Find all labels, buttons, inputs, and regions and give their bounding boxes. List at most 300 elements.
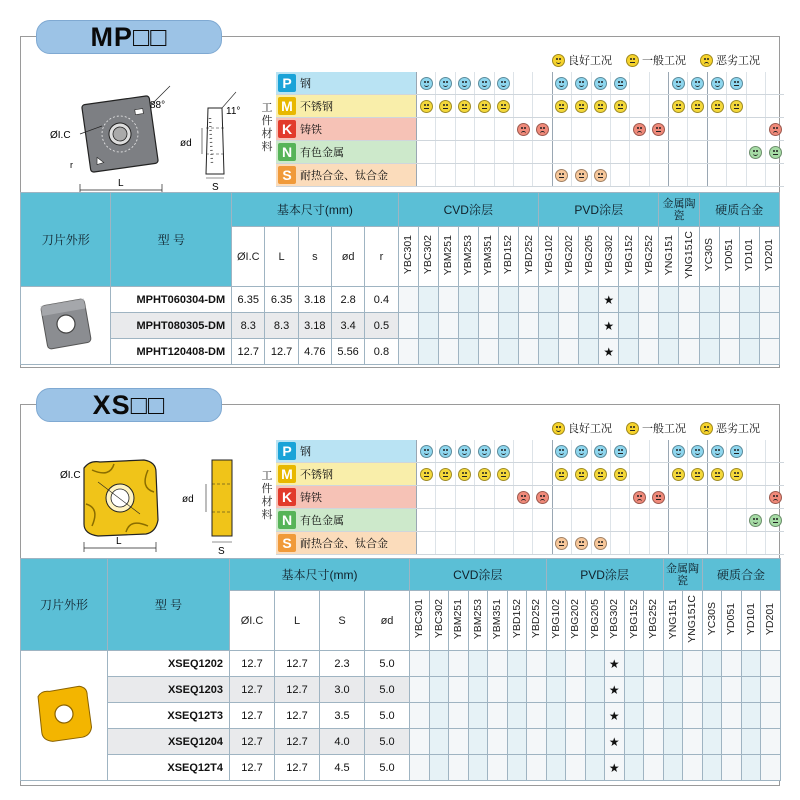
mp-relief-label: 11°	[226, 106, 241, 117]
grade-cell	[624, 729, 644, 755]
matrix-cell	[591, 486, 610, 508]
grade-header	[702, 591, 722, 651]
average-face-icon	[420, 468, 433, 481]
grade-cell	[527, 651, 547, 677]
mp-s-label: S	[212, 182, 219, 193]
matrix-cell	[746, 95, 765, 117]
matrix-cell	[687, 486, 706, 508]
header-shape: 刀片外形	[21, 193, 111, 287]
grade-cell	[539, 339, 559, 365]
grade-header	[761, 591, 781, 651]
material-row-M	[276, 463, 784, 486]
table-row	[21, 703, 781, 729]
matrix-cell	[494, 118, 513, 140]
dim-cell: 5.0	[365, 755, 410, 781]
material-name: 有色金属	[300, 515, 344, 527]
grade-cell	[663, 651, 683, 677]
grade-cell	[605, 677, 625, 703]
bad-face-icon	[536, 491, 549, 504]
material-head	[276, 509, 416, 531]
grade-cell	[719, 339, 739, 365]
grade-label: YBM251	[442, 234, 455, 276]
dim-header: r	[365, 227, 398, 287]
average-face-icon	[626, 422, 639, 435]
matrix-cell	[552, 486, 571, 508]
material-code-badge: N	[278, 143, 296, 161]
good-face-icon	[575, 445, 588, 458]
average-face-icon	[730, 77, 743, 90]
grade-cell	[498, 313, 518, 339]
dim-cell: 0.5	[365, 313, 398, 339]
grade-cell	[546, 703, 566, 729]
matrix-cell	[668, 440, 687, 462]
material-code-badge: N	[278, 511, 296, 529]
material-code-badge: M	[278, 97, 296, 115]
xs-d-label: ød	[182, 494, 194, 505]
grade-cell	[566, 651, 586, 677]
mp-ic-label: ØI.C	[50, 130, 71, 141]
bad-face-icon	[517, 491, 530, 504]
grade-cell	[761, 703, 781, 729]
grade-cell	[741, 703, 761, 729]
matrix-cell	[687, 440, 706, 462]
matrix-cell	[455, 118, 474, 140]
grade-cell	[559, 313, 579, 339]
matrix-cell	[571, 532, 590, 554]
matrix-cell	[746, 509, 765, 531]
material-name: 钢	[300, 446, 311, 458]
grade-cell	[605, 729, 625, 755]
grade-cell	[507, 651, 527, 677]
matrix-cell	[629, 463, 648, 485]
grade-cell	[507, 729, 527, 755]
average-face-icon	[575, 537, 588, 550]
matrix-cell	[707, 95, 726, 117]
matrix-cell	[552, 164, 571, 186]
matrix-cell	[513, 164, 532, 186]
average-face-icon	[626, 54, 639, 67]
grade-header	[546, 591, 566, 651]
matrix-cell	[610, 486, 629, 508]
grade-header	[683, 591, 703, 651]
grade-cell	[722, 703, 742, 729]
grade-label: YC30S	[703, 238, 716, 272]
material-row-P	[276, 72, 784, 95]
matrix-cell	[610, 95, 629, 117]
grade-cell	[761, 755, 781, 781]
matrix-cell	[494, 532, 513, 554]
grade-header	[741, 591, 761, 651]
dim-header: L	[275, 591, 320, 651]
dim-cell: 12.7	[275, 729, 320, 755]
grade-label: YNG151	[662, 234, 675, 276]
grade-cell	[699, 287, 719, 313]
grade-cell	[488, 729, 508, 755]
material-row-P	[276, 440, 784, 463]
matrix-cell	[435, 486, 454, 508]
matrix-cell	[707, 118, 726, 140]
grade-cell	[739, 313, 759, 339]
matrix-cell	[707, 164, 726, 186]
matrix-cell	[765, 164, 784, 186]
insert-shape-cell	[21, 287, 111, 365]
matrix-cell	[746, 463, 765, 485]
mp-section	[0, 20, 800, 370]
dim-cell: 3.18	[298, 287, 331, 313]
matrix-cell	[532, 118, 551, 140]
matrix-cell	[513, 118, 532, 140]
matrix-cell	[591, 532, 610, 554]
grade-cell	[527, 729, 547, 755]
material-head	[276, 72, 416, 94]
matrix-cell	[494, 95, 513, 117]
dim-cell: 3.0	[320, 677, 365, 703]
matrix-cell	[571, 463, 590, 485]
grade-cell	[458, 287, 478, 313]
average-face-icon	[555, 169, 568, 182]
grade-cell	[488, 755, 508, 781]
bad-face-icon	[769, 491, 782, 504]
average-face-icon	[555, 468, 568, 481]
matrix-cell	[726, 440, 745, 462]
material-row-N	[276, 141, 784, 164]
grade-label: YBC301	[413, 599, 426, 639]
matrix-cell	[726, 141, 745, 163]
matrix-cell	[532, 509, 551, 531]
matrix-cell	[513, 509, 532, 531]
grade-cell	[683, 703, 703, 729]
grade-label: YBG302	[602, 235, 615, 275]
material-head	[276, 141, 416, 163]
header-model: 型 号	[108, 559, 230, 651]
mp-d-label: ød	[180, 138, 192, 149]
star-icon: ★	[608, 760, 620, 775]
grade-label: YBG205	[582, 235, 595, 275]
grade-cell	[478, 287, 498, 313]
dim-cell: 6.35	[265, 287, 298, 313]
good-face-icon	[749, 514, 762, 527]
grade-cell	[566, 729, 586, 755]
material-name: 有色金属	[300, 147, 344, 159]
grade-cell	[438, 313, 458, 339]
average-face-icon	[575, 169, 588, 182]
bad-face-icon	[536, 123, 549, 136]
grade-label: YD201	[763, 238, 776, 272]
grade-label: YD101	[744, 602, 757, 636]
matrix-cell	[649, 440, 668, 462]
dim-cell: 6.35	[232, 287, 265, 313]
matrix-cell	[726, 164, 745, 186]
dim-cell: 0.4	[365, 287, 398, 313]
matrix-cell	[668, 95, 687, 117]
grade-cell	[702, 729, 722, 755]
matrix-cell	[687, 72, 706, 94]
matrix-cell	[649, 509, 668, 531]
average-face-icon	[575, 100, 588, 113]
matrix-cell	[416, 164, 435, 186]
grade-cell	[663, 677, 683, 703]
grade-cell	[619, 339, 639, 365]
good-face-icon	[420, 445, 433, 458]
star-icon: ★	[603, 292, 615, 307]
xs-ic-label: ØI.C	[60, 470, 81, 481]
grade-cell	[449, 651, 469, 677]
grade-label: YD201	[764, 602, 777, 636]
grade-cell	[546, 651, 566, 677]
matrix-cell	[726, 95, 745, 117]
grade-label: YBG202	[562, 235, 575, 275]
good-face-icon	[552, 54, 565, 67]
dim-cell: 3.4	[331, 313, 364, 339]
grade-header	[410, 591, 430, 651]
material-code-badge: P	[278, 442, 296, 460]
grade-cell	[722, 755, 742, 781]
grade-header	[498, 227, 518, 287]
matrix-cell	[668, 463, 687, 485]
grade-cell	[398, 339, 418, 365]
bad-face-icon	[769, 123, 782, 136]
material-row-S	[276, 164, 784, 187]
grade-cell	[605, 651, 625, 677]
dim-cell: 3.5	[320, 703, 365, 729]
grade-cell	[759, 313, 779, 339]
matrix-cell	[455, 463, 474, 485]
good-face-icon	[575, 77, 588, 90]
dim-cell: 12.7	[230, 703, 275, 729]
matrix-cell	[746, 532, 765, 554]
matrix-cell	[435, 118, 454, 140]
grade-cell	[449, 677, 469, 703]
average-face-icon	[458, 100, 471, 113]
grade-cell	[585, 729, 605, 755]
grade-label: YBM253	[471, 598, 484, 640]
matrix-cell	[435, 532, 454, 554]
matrix-cell	[591, 440, 610, 462]
material-head	[276, 95, 416, 117]
average-face-icon	[730, 468, 743, 481]
grade-header	[566, 591, 586, 651]
average-face-icon	[672, 100, 685, 113]
grade-header	[659, 227, 679, 287]
table-row	[21, 677, 781, 703]
legend-average-label: 一般工况	[642, 423, 686, 435]
matrix-cell	[668, 72, 687, 94]
matrix-cell	[687, 509, 706, 531]
matrix-cell	[707, 463, 726, 485]
grade-cell	[722, 677, 742, 703]
grade-cell	[585, 651, 605, 677]
matrix-cell	[765, 440, 784, 462]
matrix-cell	[668, 532, 687, 554]
matrix-cell	[552, 141, 571, 163]
xs-insert-photo	[32, 682, 96, 746]
matrix-cell	[532, 463, 551, 485]
material-code-badge: K	[278, 488, 296, 506]
material-head	[276, 118, 416, 140]
grade-header	[559, 227, 579, 287]
matrix-cell	[416, 440, 435, 462]
material-row-N	[276, 509, 784, 532]
matrix-cell	[726, 486, 745, 508]
average-face-icon	[730, 100, 743, 113]
matrix-cell	[610, 118, 629, 140]
good-face-icon	[672, 77, 685, 90]
matrix-cell	[726, 118, 745, 140]
dim-header: s	[298, 227, 331, 287]
grade-header	[663, 591, 683, 651]
matrix-cell	[474, 463, 493, 485]
grade-cell	[438, 287, 458, 313]
matrix-cell	[726, 463, 745, 485]
matrix-cell	[707, 72, 726, 94]
grade-cell	[702, 703, 722, 729]
dim-header: L	[265, 227, 298, 287]
material-row-M	[276, 95, 784, 118]
average-face-icon	[478, 468, 491, 481]
grade-label: YBC301	[402, 235, 415, 275]
matrix-cell	[474, 72, 493, 94]
matrix-cell	[591, 141, 610, 163]
grade-cell	[624, 677, 644, 703]
average-face-icon	[594, 169, 607, 182]
grade-cell	[683, 755, 703, 781]
grade-label: YBM351	[482, 234, 495, 276]
good-face-icon	[691, 445, 704, 458]
dim-cell: 5.0	[365, 651, 410, 677]
bad-face-icon	[517, 123, 530, 136]
matrix-cell	[591, 463, 610, 485]
mp-title: MP□□	[36, 20, 222, 54]
matrix-cell	[571, 118, 590, 140]
matrix-cell	[571, 440, 590, 462]
material-code-badge: S	[278, 534, 296, 552]
grade-label: YBD152	[510, 599, 523, 639]
header-cermet: 金属陶瓷	[659, 193, 699, 227]
grade-cell	[741, 651, 761, 677]
good-face-icon	[749, 146, 762, 159]
material-row-K	[276, 118, 784, 141]
matrix-cell	[552, 440, 571, 462]
dim-cell: 2.3	[320, 651, 365, 677]
grade-cell	[759, 339, 779, 365]
grade-cell	[449, 729, 469, 755]
grade-cell	[599, 339, 619, 365]
good-face-icon	[555, 77, 568, 90]
matrix-cell	[435, 141, 454, 163]
grade-cell	[619, 287, 639, 313]
star-icon: ★	[608, 656, 620, 671]
matrix-cell	[455, 95, 474, 117]
grade-cell	[585, 703, 605, 729]
matrix-cell	[571, 141, 590, 163]
matrix-cell	[765, 95, 784, 117]
grade-cell	[498, 287, 518, 313]
matrix-cell	[610, 463, 629, 485]
matrix-cell	[765, 486, 784, 508]
average-face-icon	[575, 468, 588, 481]
grade-cell	[410, 729, 430, 755]
matrix-cell	[726, 509, 745, 531]
grade-label: YBG302	[608, 599, 621, 639]
grade-label: YBG252	[642, 235, 655, 275]
matrix-cell	[726, 532, 745, 554]
grade-cell	[644, 755, 664, 781]
matrix-cell	[707, 141, 726, 163]
grade-label: YBM253	[462, 234, 475, 276]
header-pvd: PVD涂层	[546, 559, 663, 591]
grade-label: YBM251	[452, 598, 465, 640]
matrix-cell	[668, 509, 687, 531]
grade-cell	[527, 677, 547, 703]
matrix-cell	[610, 141, 629, 163]
model-cell: MPHT120408-DM	[111, 339, 232, 365]
average-face-icon	[711, 468, 724, 481]
grade-label: YBG102	[542, 235, 555, 275]
dim-cell: 12.7	[232, 339, 265, 365]
good-face-icon	[458, 445, 471, 458]
grade-header	[619, 227, 639, 287]
matrix-cell	[746, 440, 765, 462]
grade-cell	[518, 313, 538, 339]
bad-face-icon	[633, 123, 646, 136]
header-cvd: CVD涂层	[398, 193, 538, 227]
grade-label: YBG205	[588, 599, 601, 639]
mp-legend	[552, 52, 760, 68]
grade-cell	[683, 651, 703, 677]
good-face-icon	[497, 445, 510, 458]
material-label: 工件材料	[261, 470, 273, 521]
material-code-badge: M	[278, 465, 296, 483]
grade-cell	[722, 651, 742, 677]
xs-spec-table	[20, 558, 781, 781]
matrix-cell	[610, 440, 629, 462]
grade-header	[579, 227, 599, 287]
matrix-cell	[513, 463, 532, 485]
grade-label: YNG151C	[683, 231, 696, 279]
dim-cell: 12.7	[275, 755, 320, 781]
grade-cell	[579, 313, 599, 339]
table-row	[21, 339, 780, 365]
dim-cell: 12.7	[230, 677, 275, 703]
matrix-cell	[435, 509, 454, 531]
grade-cell	[410, 651, 430, 677]
matrix-cell	[765, 118, 784, 140]
matrix-cell	[416, 463, 435, 485]
material-row-S	[276, 532, 784, 555]
grade-cell	[761, 729, 781, 755]
grade-cell	[644, 677, 664, 703]
grade-cell	[429, 729, 449, 755]
grade-label: YBG102	[549, 599, 562, 639]
grade-cell	[539, 287, 559, 313]
grade-cell	[398, 287, 418, 313]
material-label: 工件材料	[261, 102, 273, 153]
matrix-cell	[494, 463, 513, 485]
material-name: 不锈钢	[300, 101, 333, 113]
dim-cell: 5.56	[331, 339, 364, 365]
grade-cell	[579, 287, 599, 313]
dim-cell: 0.8	[365, 339, 398, 365]
grade-label: YBC302	[432, 599, 445, 639]
star-icon: ★	[608, 734, 620, 749]
matrix-cell	[513, 486, 532, 508]
dim-cell: 8.3	[265, 313, 298, 339]
grade-cell	[458, 339, 478, 365]
matrix-cell	[629, 509, 648, 531]
table-row	[21, 755, 781, 781]
grade-cell	[418, 339, 438, 365]
matrix-cell	[746, 164, 765, 186]
